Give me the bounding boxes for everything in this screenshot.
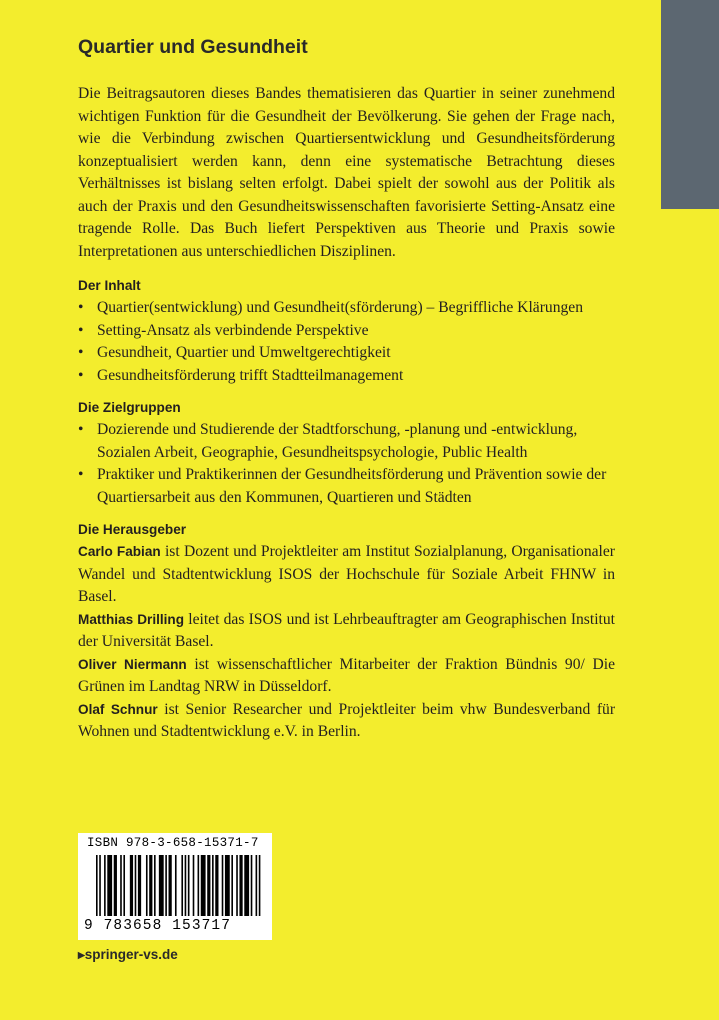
ean-digits: 9 783658 153717 [84, 918, 232, 934]
barcode-bar [146, 855, 148, 916]
barcode-bars [96, 855, 262, 916]
list-item: • Praktiker und Praktikerinnen der Gesundheitsförderung und Prävention sowie der Quartiersarbeit aus den Kommunen, Quartieren und Städten [78, 464, 615, 509]
list-item: • Gesundheitsförderung trifft Stadtteilmanagement [78, 365, 615, 388]
barcode-bar [165, 855, 167, 916]
barcode-bar [225, 855, 230, 916]
back-cover-text [78, 83, 615, 744]
list-item: • Quartier(sentwicklung) und Gesundheit(sförderung) – Begriffliche Klärungen [78, 297, 615, 320]
list-item: • Setting-Ansatz als verbindende Perspektive [78, 320, 615, 343]
zielgruppen-heading: Die Zielgruppen [78, 400, 181, 415]
zielgruppen-list [78, 419, 615, 509]
barcode-bar [154, 855, 156, 916]
barcode-bar [185, 855, 187, 916]
book-title: Quartier und Gesundheit [78, 36, 308, 58]
barcode-bar [259, 855, 261, 916]
editor-bio [78, 541, 615, 609]
barcode-bar [215, 855, 218, 916]
intro-paragraph: Die Beitragsautoren dieses Bandes thematisieren das Quartier in seiner zunehmend wichtigen Funktion für die Gesundheit der Bevölkerung. Sie gehen der Frage nach, wie die Verbindung zwischen Quartiersentwicklung und Gesundheitsförderung konzeptualisiert werden kann, denn eine systematische Betrachtung dieses Verhältnisses ist bislang selten erfolgt. Dabei spielt der sowohl aus der Politik als auch der Praxis und den Gesundheitswissenschaften favorisierte Setting-Ansatz eine tragende Rolle. Das Buch liefert Perspektiven aus Theorie und Praxis sowie Interpretationen aus unterschiedlichen Disziplinen. [78, 85, 615, 260]
barcode-bar [175, 855, 177, 916]
editor-name: Carlo Fabian [78, 544, 161, 559]
isbn-label: ISBN 978-3-658-15371-7 [87, 836, 259, 850]
editor-bio [78, 699, 615, 744]
barcode-bar [231, 855, 233, 916]
barcode-bar [251, 855, 253, 916]
editor-name: Oliver Niermann [78, 656, 187, 672]
list-item: • Gesundheit, Quartier und Umweltgerechtigkeit [78, 342, 615, 365]
barcode-bar [256, 855, 258, 916]
barcode-bar [104, 855, 106, 916]
barcode-bar [198, 855, 200, 916]
editor-description: ist Senior Researcher und Projektleiter beim vhw Bundesverband für Wohnen und Stadtentwicklung e.V. in Berlin. [78, 700, 616, 740]
editor-description: ist Dozent und Projektleiter am Institut Sozialplanung, Organisationaler Wandel und Stadtentwicklung ISOS der Hochschule für Soziale Arbeit FHNW in Basel. [78, 543, 615, 605]
barcode-bar [120, 855, 122, 916]
barcode-bar [107, 855, 112, 916]
side-color-tab [661, 0, 719, 209]
barcode-bar [130, 855, 133, 916]
editor-bio [78, 609, 615, 654]
inhalt-heading: Der Inhalt [78, 278, 141, 293]
barcode-bar [244, 855, 249, 916]
barcode-bar [193, 855, 195, 916]
barcode-bar [207, 855, 210, 916]
isbn-barcode [78, 833, 272, 940]
barcode-bar [239, 855, 242, 916]
barcode-bar [138, 855, 141, 916]
barcode-bar [212, 855, 214, 916]
barcode-bar [114, 855, 117, 916]
editor-name: Olaf Schnur [78, 701, 158, 717]
inhalt-list [78, 297, 615, 387]
barcode-bar [99, 855, 101, 916]
editor-description: leitet das ISOS und ist Lehrbeauftragter am Geographischen Institut der Universität Basel. [78, 610, 615, 650]
barcode-bar [135, 855, 137, 916]
barcode-bar [149, 855, 152, 916]
editor-name: Matthias Drilling [78, 611, 185, 627]
barcode-bar [169, 855, 172, 916]
editor-description: ist wissenschaftlicher Mitarbeiter der Fraktion Bündnis 90/ Die Grünen im Landtag NRW in Düsseldorf. [78, 655, 615, 695]
barcode-bar [188, 855, 190, 916]
barcode-bar [236, 855, 238, 916]
barcode-bar [181, 855, 183, 916]
barcode-bar [96, 855, 98, 916]
barcode-bar [159, 855, 164, 916]
barcode-bar [222, 855, 224, 916]
barcode-bar [123, 855, 125, 916]
barcode-bar [201, 855, 206, 916]
publisher-website-link[interactable]: ▸springer-vs.de [78, 947, 178, 962]
editor-bio [78, 654, 615, 699]
list-item: • Dozierende und Studierende der Stadtforschung, -planung und -entwicklung, Sozialen Arbeit, Geographie, Gesundheitspsychologie, Public Health [78, 419, 615, 464]
herausgeber-heading: Die Herausgeber [78, 522, 187, 537]
